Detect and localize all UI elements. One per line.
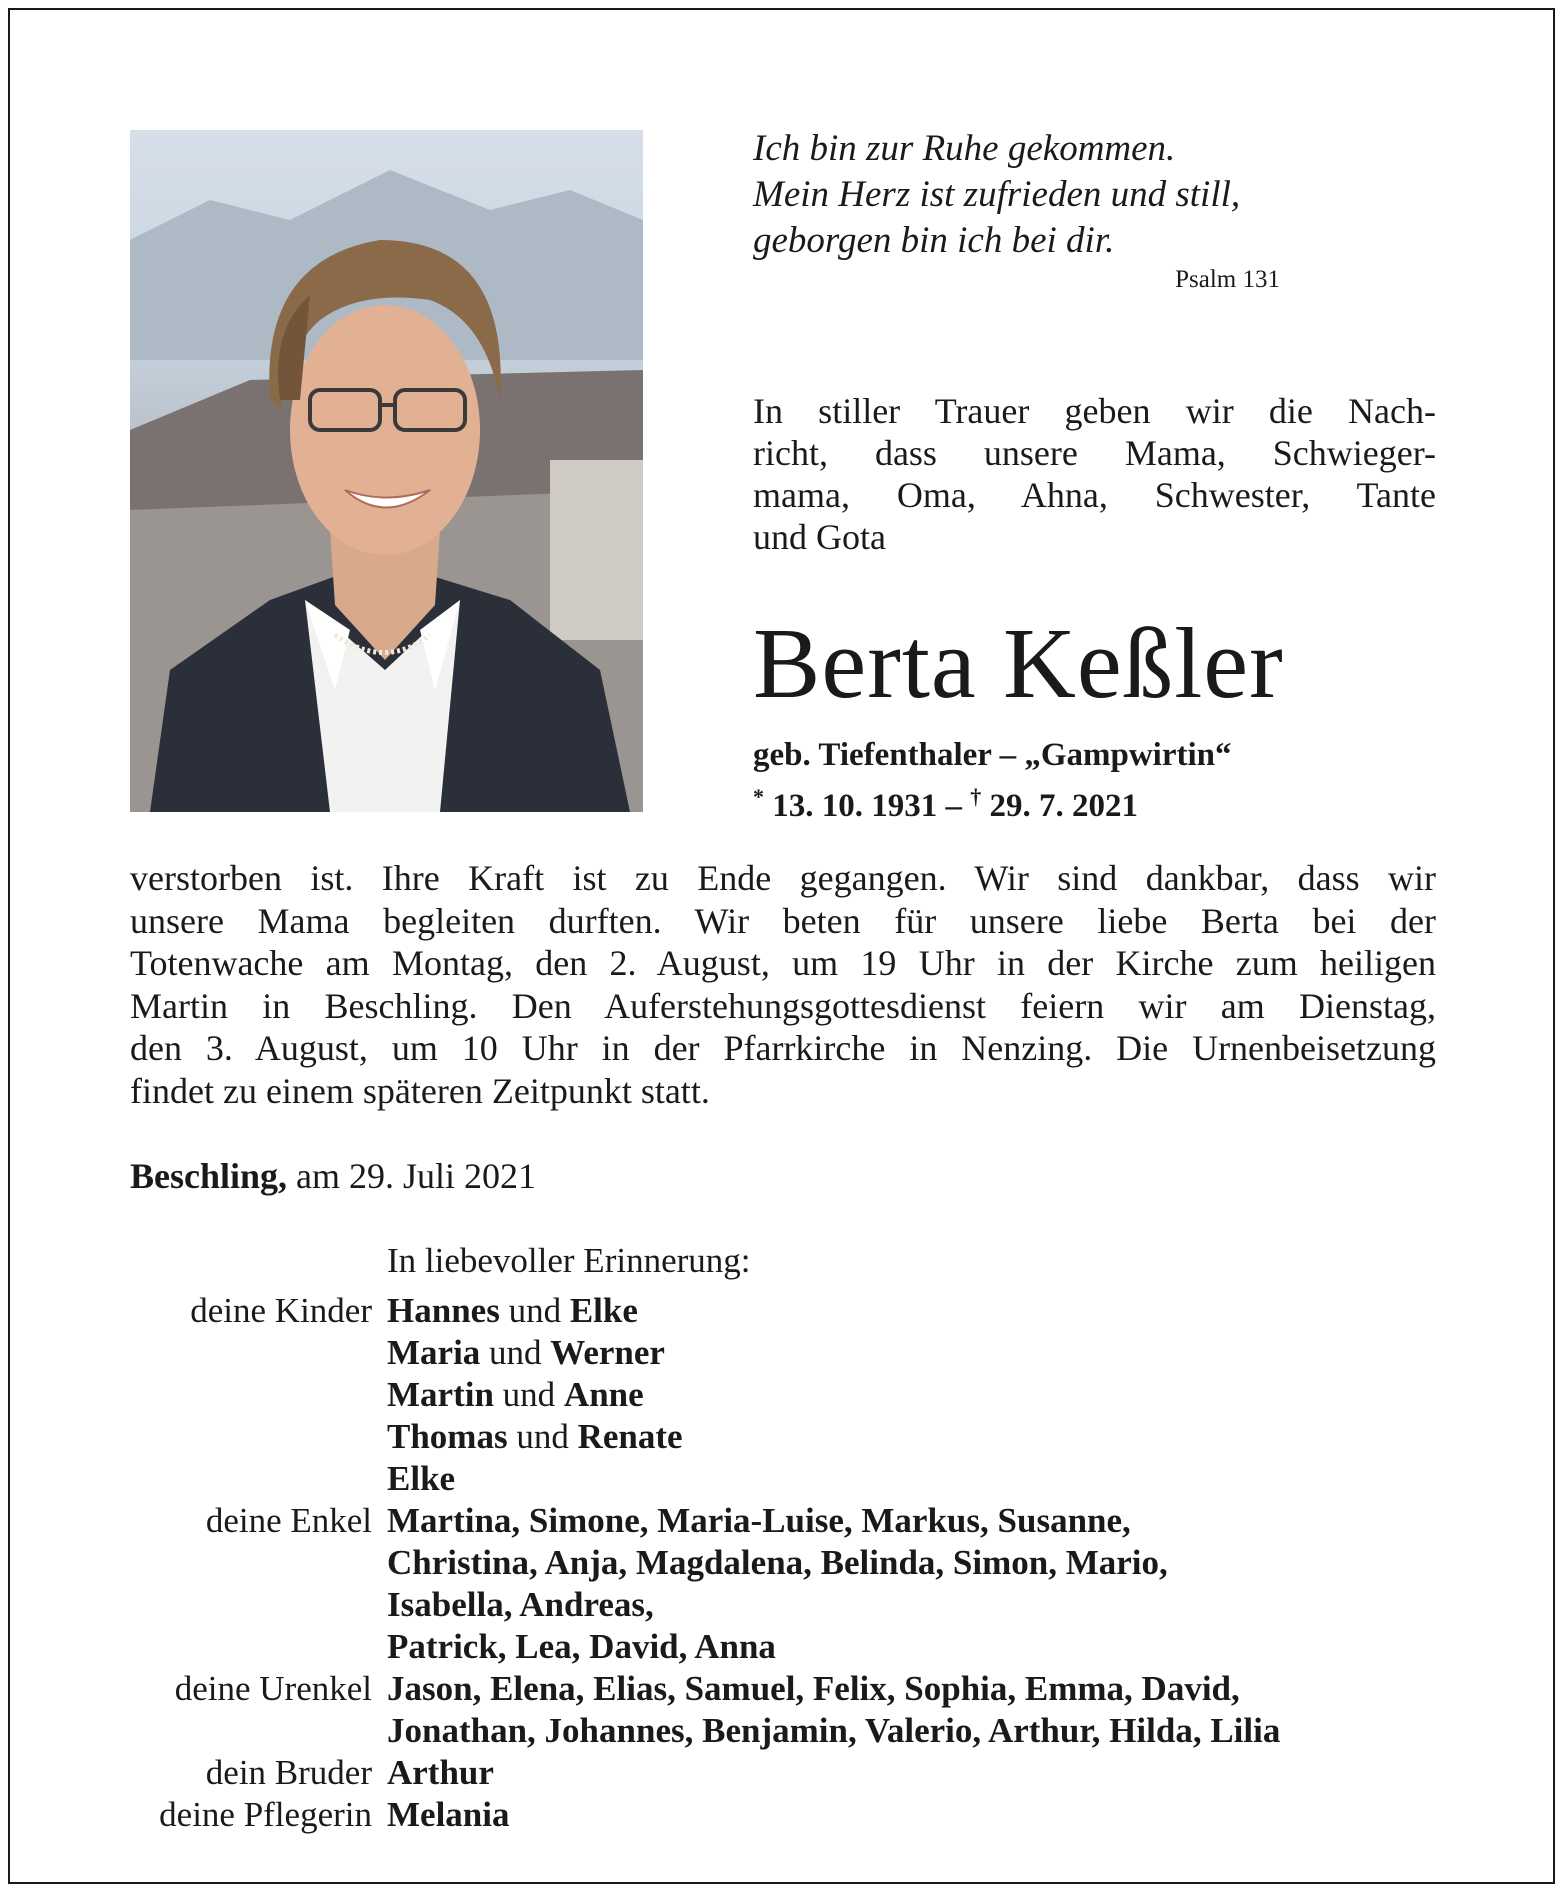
family-label: dein Bruder bbox=[205, 1753, 372, 1792]
family-name-line: Arthur bbox=[387, 1753, 494, 1792]
memory-heading: In liebevoller Erinnerung: bbox=[387, 1241, 751, 1280]
body-line: verstorben ist. Ihre Kraft ist zu Ende gegangen. Wir sind dankbar, dass wir bbox=[130, 858, 1436, 898]
body-line: Totenwache am Montag, den 2. August, um 19 Uhr in der Kirche zum heiligen bbox=[130, 943, 1436, 983]
birth-name-line: geb. Tiefenthaler – „Gampwirtin“ bbox=[753, 737, 1232, 773]
family-names bbox=[387, 1794, 1460, 1836]
birth-symbol: * bbox=[753, 784, 764, 809]
birth-info bbox=[753, 734, 1232, 827]
family-name-line: Isabella, Andreas, bbox=[387, 1585, 654, 1624]
family-name-line: Martin und Anne bbox=[387, 1375, 644, 1414]
family-name-line: Elke bbox=[387, 1459, 456, 1498]
family-names bbox=[387, 1500, 1460, 1668]
family-name-line: Melania bbox=[387, 1795, 510, 1834]
family-name-line: Martina, Simone, Maria-Luise, Markus, Susanne, bbox=[387, 1501, 1131, 1540]
family-name-line: Jason, Elena, Elias, Samuel, Felix, Sophia, Emma, David, bbox=[387, 1669, 1240, 1708]
family-group-bruder bbox=[130, 1752, 1460, 1794]
body-line: findet zu einem späteren Zeitpunkt statt. bbox=[130, 1070, 710, 1111]
body-line: unsere Mama begleiten durften. Wir beten für unsere liebe Berta bei der bbox=[130, 900, 1436, 941]
psalm-quote bbox=[753, 126, 1273, 264]
family-name-line: Patrick, Lea, David, Anna bbox=[387, 1627, 776, 1666]
announcement-body bbox=[130, 857, 1436, 1112]
family-label: deine Urenkel bbox=[174, 1669, 372, 1708]
deceased-name: Berta Keßler bbox=[753, 607, 1284, 719]
family-label: deine Kinder bbox=[190, 1291, 372, 1330]
quote-source: Psalm 131 bbox=[1175, 266, 1280, 293]
birth-date: 13. 10. 1931 bbox=[772, 788, 938, 824]
family-names bbox=[387, 1752, 1460, 1794]
family-name-line: Thomas und Renate bbox=[387, 1417, 683, 1456]
intro-text bbox=[753, 390, 1436, 558]
dates-line bbox=[753, 776, 1232, 827]
body-line: den 3. August, um 10 Uhr in der Pfarrkirche in Nenzing. Die Urnenbeisetzung bbox=[130, 1028, 1436, 1068]
place-town: Beschling, bbox=[130, 1156, 288, 1196]
family-label: deine Pflegerin bbox=[159, 1795, 372, 1834]
quote-line: Ich bin zur Ruhe gekommen. bbox=[753, 128, 1176, 169]
family-name-line: Hannes und Elke bbox=[387, 1291, 638, 1330]
intro-line: richt, dass unsere Mama, Schwieger- bbox=[753, 433, 1436, 473]
family-name-line: Maria und Werner bbox=[387, 1333, 665, 1372]
family-name-line: Christina, Anja, Magdalena, Belinda, Simon, Mario, bbox=[387, 1543, 1168, 1582]
quote-line: geborgen bin ich bei dir. bbox=[753, 220, 1115, 261]
family-group-pflegerin bbox=[130, 1794, 1460, 1836]
family-list bbox=[130, 1290, 1460, 1836]
intro-line: In stiller Trauer geben wir die Nach- bbox=[753, 391, 1436, 431]
death-symbol: † bbox=[970, 784, 982, 809]
quote-line: Mein Herz ist zufrieden und still, bbox=[753, 174, 1241, 215]
intro-line: mama, Oma, Ahna, Schwester, Tante bbox=[753, 475, 1436, 515]
intro-line: und Gota bbox=[753, 517, 886, 557]
death-date: 29. 7. 2021 bbox=[989, 788, 1138, 824]
family-group-enkel bbox=[130, 1500, 1460, 1668]
family-names bbox=[387, 1290, 1460, 1500]
date-separator: – bbox=[945, 788, 962, 824]
family-name-line: Jonathan, Johannes, Benjamin, Valerio, Arthur, Hilda, Lilia bbox=[387, 1711, 1281, 1750]
family-group-urenkel bbox=[130, 1668, 1460, 1752]
body-line: Martin in Beschling. Den Auferstehungsgottesdienst feiern wir am Dienstag, bbox=[130, 985, 1436, 1026]
place-date-text: am 29. Juli 2021 bbox=[287, 1156, 537, 1196]
portrait-photo bbox=[130, 130, 643, 812]
family-names bbox=[387, 1668, 1460, 1752]
family-label: deine Enkel bbox=[205, 1501, 372, 1540]
place-date bbox=[130, 1155, 536, 1197]
family-group-kinder bbox=[130, 1290, 1460, 1500]
